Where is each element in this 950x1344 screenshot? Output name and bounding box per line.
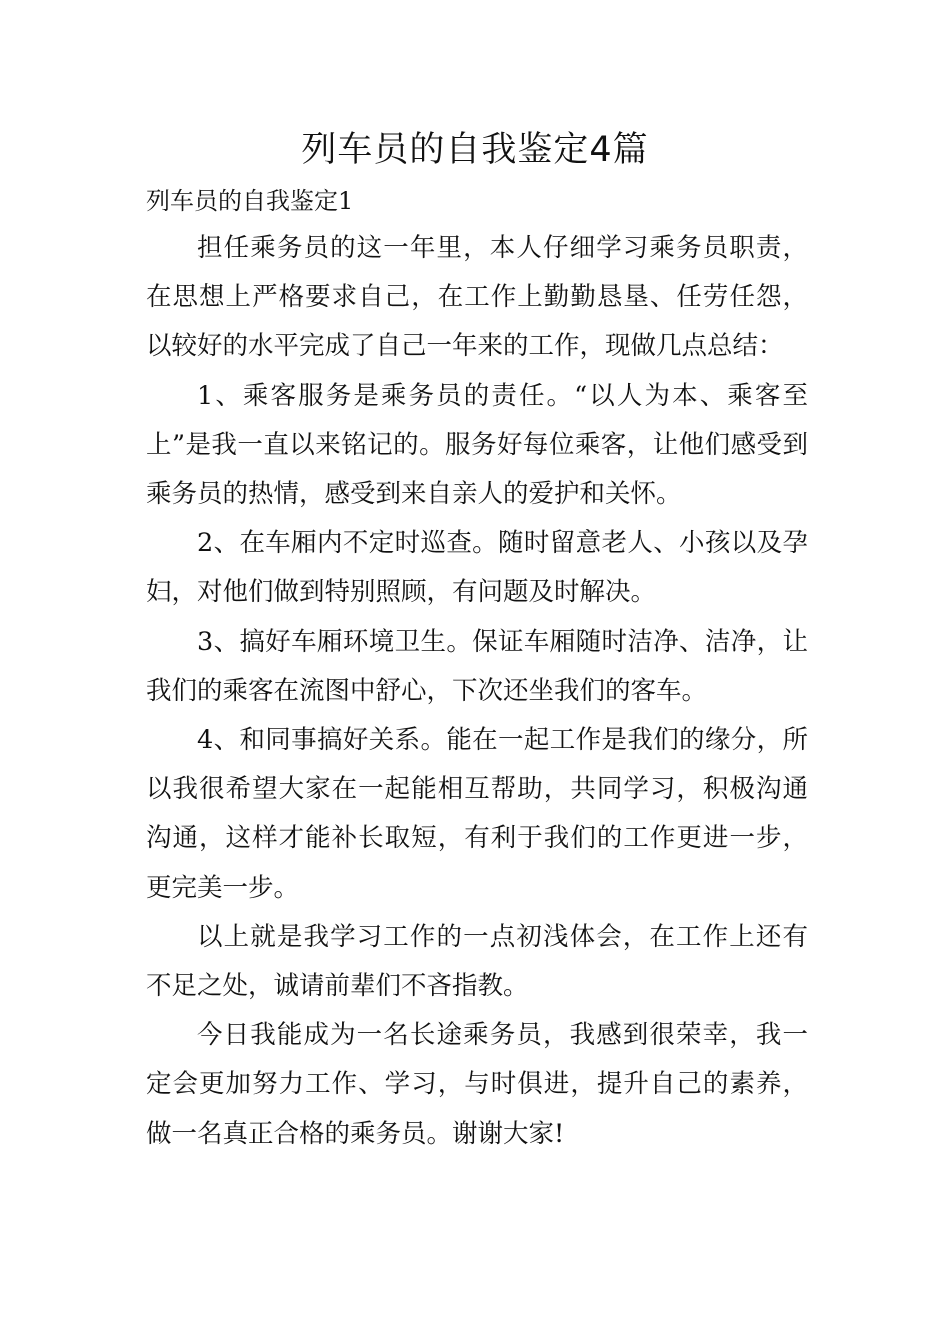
document-body [146,224,808,1159]
paragraph-summary: 以上就是我学习工作的一点初浅体会，在工作上还有不足之处，诚请前辈们不吝指教。 [146,921,808,1002]
document-title: 列车员的自我鉴定4篇 [301,130,649,170]
section-heading: 列车员的自我鉴定1 [146,187,354,215]
paragraph-intro: 担任乘务员的这一年里，本人仔细学习乘务员职责，在思想上严格要求自己，在工作上勤勤恳垦、任劳任怨，以较好的水平完成了自己一年来的工作，现做几点总结： [146,233,808,362]
paragraph-closing: 今日我能成为一名长途乘务员，我感到很荣幸，我一定会更加努力工作、学习，与时俱进，提升自己的素养，做一名真正合格的乘务员。谢谢大家! [146,1020,808,1149]
paragraph-point-2: 2、在车厢内不定时巡查。随时留意老人、小孩以及孕妇，对他们做到特别照顾，有问题及时解决。 [146,528,808,608]
paragraph-point-4: 4、和同事搞好关系。能在一起工作是我们的缘分，所以我很希望大家在一起能相互帮助，共同学习，积极沟通沟通，这样才能补长取短，有利于我们的工作更进一步，更完美一步。 [146,725,808,903]
paragraph-point-1: 1、乘客服务是乘务员的责任。“以人为本、乘客至上”是我一直以来铭记的。服务好每位乘客，让他们感受到乘务员的热情，感受到来自亲人的爱护和关怀。 [146,380,808,510]
paragraph-point-3: 3、搞好车厢环境卫生。保证车厢随时洁净、洁净，让我们的乘客在流图中舒心，下次还坐我们的客车。 [146,626,808,706]
